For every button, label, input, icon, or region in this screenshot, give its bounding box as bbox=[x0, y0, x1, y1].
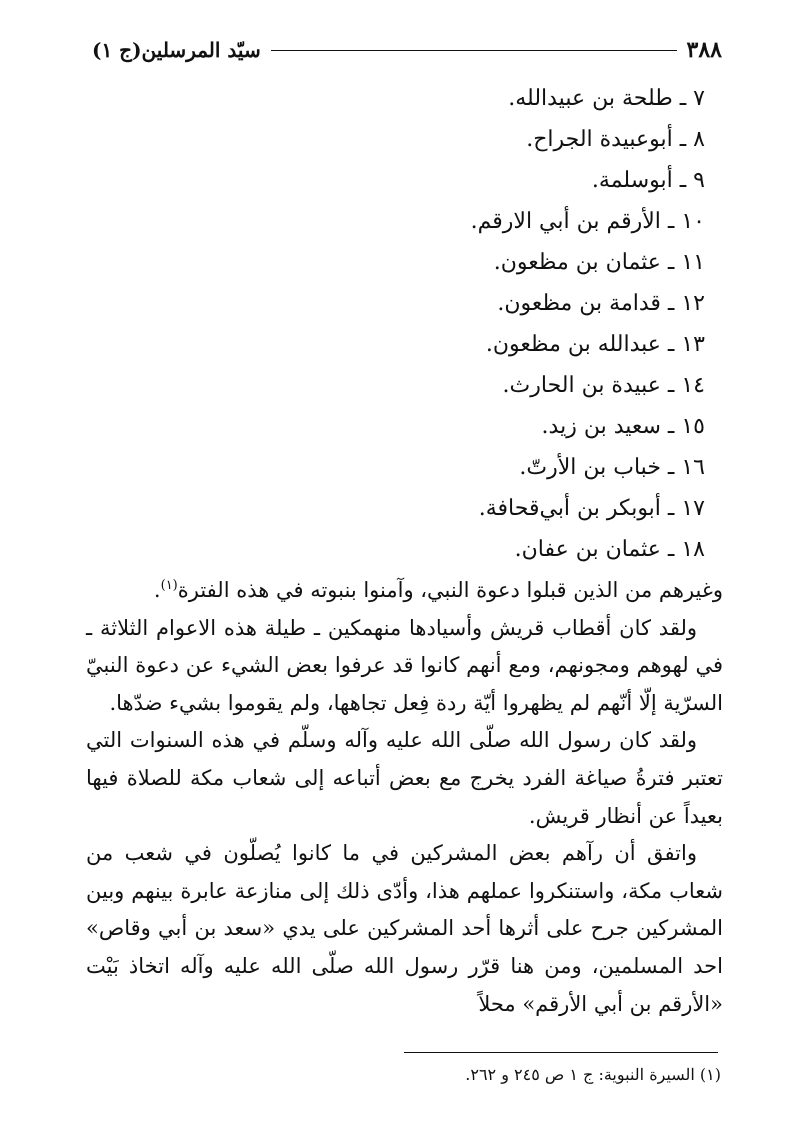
paragraph-quraysh: ولقد كان أقطاب قريش وأسيادها منهمكين ـ طيلة هذه الاعوام الثلاثة ـ في لهوهم ومجونهم، ومع أنهم كانوا قد عرفوا بعض الشيء عن دعوة النبيّ السرّية إلّا أنّهم لم يظهروا أيّة ردة فِعل تجاهها، ولم يقوموا بشيء ضدّها. bbox=[86, 615, 723, 715]
header-rule bbox=[271, 50, 677, 51]
footnote-rule bbox=[404, 1052, 718, 1053]
paragraph-others bbox=[86, 572, 723, 610]
list-item: ١٨ ـ عثمان بن عفان. bbox=[514, 537, 705, 562]
list-item: ١٠ ـ الأرقم بن أبي الارقم. bbox=[470, 209, 705, 234]
list-item: ٨ ـ أبوعبيدة الجراح. bbox=[526, 127, 705, 152]
list-item: ٧ ـ طلحة بن عبيدالله. bbox=[508, 86, 705, 111]
paragraph-end: . bbox=[153, 578, 161, 602]
companions-list bbox=[471, 78, 705, 570]
list-item: ١٥ ـ سعيد بن زيد. bbox=[541, 414, 705, 439]
list-item: ١٤ ـ عبيدة بن الحارث. bbox=[502, 373, 705, 398]
running-title: سيّد المرسلين(ج ١) bbox=[92, 38, 261, 62]
list-item: ١١ ـ عثمان بن مظعون. bbox=[493, 250, 705, 275]
paragraph-incident: واتفق أن رآهم بعض المشركين في ما كانوا يُصلّون في شعب من شعاب مكة، واستنكروا عملهم هذا، وأدّى ذلك إلى منازعة عابرة بينهم وبين المشركين جرح على أثرها أحد المشركين على يدي «سعد بن أبي وقاص» احد المسلمين، ومن هنا قرّر رسول الله صلّى الله عليه وآله اتخاذ بَيْت «الأرقم بن أبي الأرقم» محلاً bbox=[86, 841, 723, 1016]
list-item: ٩ ـ أبوسلمة. bbox=[591, 168, 705, 193]
list-item: ١٣ ـ عبدالله بن مظعون. bbox=[485, 332, 705, 357]
paragraph-text: وغيرهم من الذين قبلوا دعوة النبي، وآمنوا بنبوته في هذه الفترة bbox=[177, 578, 723, 602]
footnote-marker[interactable]: (١) bbox=[160, 578, 178, 593]
page-header bbox=[92, 32, 722, 68]
body-text bbox=[86, 572, 723, 1023]
list-item: ١٧ ـ أبوبكر بن أبي‌قحافة. bbox=[478, 496, 705, 521]
paragraph-prayer: ولقد كان رسول الله صلّى الله عليه وآله وسلّم في هذه السنوات التي تعتبر فترةُ صياغة الفرد يخرج مع بعض أتباعه إلى شعاب مكة للصلاة فيها بعيداً عن أنظار قريش. bbox=[86, 728, 723, 828]
list-item: ١٦ ـ خباب بن الأرتّ. bbox=[519, 455, 705, 480]
footnote: (١) السيرة النبوية: ج ١ ص ٢٤٥ و ٢٦٢. bbox=[465, 1065, 721, 1084]
list-item: ١٢ ـ قدامة بن مظعون. bbox=[497, 291, 705, 316]
page-number: ٣٨٨ bbox=[686, 37, 722, 63]
